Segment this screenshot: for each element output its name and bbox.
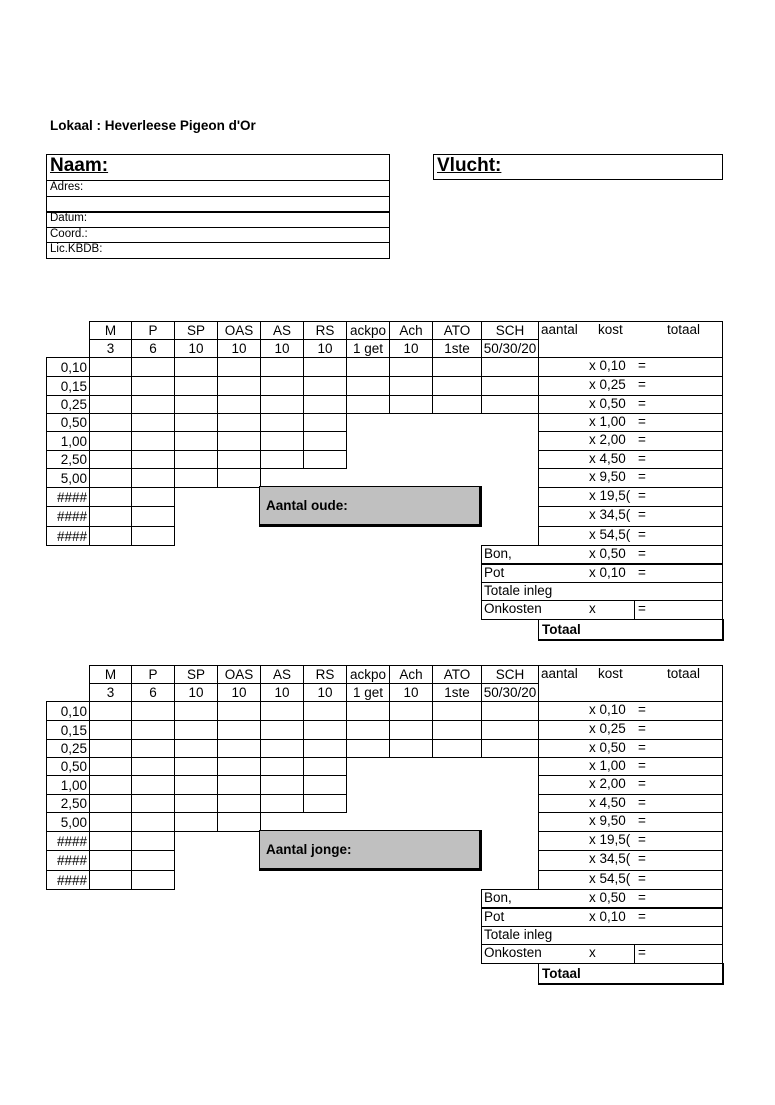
column-value: 10	[260, 683, 304, 702]
table-cell	[303, 720, 347, 740]
table-cell	[89, 413, 132, 432]
table-cell	[346, 701, 390, 721]
table-cell	[389, 701, 433, 721]
table-cell	[131, 720, 175, 740]
column-header: SCH	[481, 321, 539, 340]
table-cell	[481, 720, 539, 740]
kost-equals: =	[638, 851, 646, 866]
kost-value: x 1,00	[589, 414, 626, 429]
table-cell	[89, 450, 132, 469]
naam-label: Naam:	[50, 155, 109, 176]
column-header: AS	[260, 665, 304, 684]
kost-row	[538, 395, 723, 414]
kost-value: x 34,5(	[589, 851, 631, 866]
row-label: 1,00	[46, 431, 90, 451]
column-value: 10	[303, 683, 347, 702]
table-cell	[131, 739, 175, 758]
kost-value: x 1,00	[589, 758, 626, 773]
coord-label: Coord.:	[50, 228, 88, 240]
bon-kost: x 0,50	[589, 890, 626, 905]
table-cell	[131, 468, 175, 488]
aantal-box: Aantal jonge:	[259, 830, 482, 871]
table-cell	[217, 757, 261, 776]
table-cell	[89, 812, 132, 832]
table-cell	[389, 357, 433, 377]
table-cell	[131, 701, 175, 721]
kost-row	[538, 506, 723, 527]
table-cell	[217, 413, 261, 432]
table-cell	[432, 701, 482, 721]
kost-equals: =	[638, 721, 646, 736]
kost-equals: =	[638, 507, 646, 522]
kost-value: x 0,50	[589, 396, 626, 411]
table-cell	[432, 376, 482, 396]
table-cell	[89, 757, 132, 776]
column-value: 1 get	[346, 339, 390, 358]
kost-row	[538, 850, 723, 871]
totale-inleg-label: Totale inleg	[484, 927, 553, 942]
table-cell	[346, 395, 390, 414]
kost-value: x 0,10	[589, 702, 626, 717]
table-cell	[481, 395, 539, 414]
table-cell	[174, 701, 218, 721]
table-cell	[303, 431, 347, 451]
table-cell	[89, 701, 132, 721]
row-label: ####	[46, 870, 90, 890]
table-cell	[217, 775, 261, 795]
table-cell	[131, 757, 175, 776]
column-value: 10	[217, 339, 261, 358]
kost-value: x 34,5(	[589, 507, 631, 522]
table-cell	[89, 794, 132, 813]
pot-kost: x 0,10	[589, 909, 626, 924]
kost-row	[538, 526, 723, 546]
column-header: Ach	[389, 665, 433, 684]
table-cell	[131, 794, 175, 813]
table-cell	[131, 395, 175, 414]
table-cell	[89, 468, 132, 488]
column-value: 3	[89, 339, 132, 358]
table-cell	[389, 720, 433, 740]
table-cell	[131, 431, 175, 451]
table-cell	[131, 526, 175, 546]
kost-header: kost	[598, 322, 623, 337]
table-cell	[389, 395, 433, 414]
column-value: 50/30/20	[481, 683, 539, 702]
table-cell	[217, 450, 261, 469]
row-label: ####	[46, 850, 90, 871]
kost-equals: =	[638, 776, 646, 791]
kost-header: kost	[598, 666, 623, 681]
column-header: ATO	[432, 321, 482, 340]
table-cell	[174, 794, 218, 813]
kost-equals: =	[638, 488, 646, 503]
kost-equals: =	[638, 871, 646, 886]
row-label: 0,25	[46, 395, 90, 414]
table-cell	[346, 376, 390, 396]
kost-row	[538, 413, 723, 432]
table-cell	[89, 431, 132, 451]
table-cell	[481, 357, 539, 377]
kost-row	[538, 450, 723, 469]
table-cell	[432, 720, 482, 740]
row-label: 0,10	[46, 701, 90, 721]
kost-value: x 9,50	[589, 813, 626, 828]
aantal-header: aantal	[541, 666, 578, 681]
column-value: 10	[174, 339, 218, 358]
kost-row	[538, 870, 723, 890]
row-label: ####	[46, 487, 90, 507]
column-header: RS	[303, 321, 347, 340]
table-cell	[303, 775, 347, 795]
table-cell	[174, 775, 218, 795]
table-cell	[260, 739, 304, 758]
table-cell	[131, 831, 175, 851]
table-cell	[260, 357, 304, 377]
table-cell	[260, 701, 304, 721]
bon-kost: x 0,50	[589, 546, 626, 561]
kost-equals: =	[638, 469, 646, 484]
column-header: SP	[174, 321, 218, 340]
totaal-header: totaal	[667, 666, 701, 681]
vlucht-label: Vlucht:	[437, 155, 502, 176]
row-label: 0,50	[46, 757, 90, 776]
table-cell	[217, 395, 261, 414]
column-header: ackpo	[346, 321, 390, 340]
kost-row	[538, 376, 723, 396]
table-cell	[131, 376, 175, 396]
kost-value: x 9,50	[589, 469, 626, 484]
table-cell	[174, 413, 218, 432]
table-cell	[174, 357, 218, 377]
kost-equals: =	[638, 702, 646, 717]
table-cell	[346, 720, 390, 740]
table-cell	[217, 720, 261, 740]
table-cell	[131, 450, 175, 469]
column-value: 10	[217, 683, 261, 702]
table-cell	[131, 870, 175, 890]
kost-equals: =	[638, 432, 646, 447]
column-value: 6	[131, 339, 175, 358]
kost-equals: =	[638, 414, 646, 429]
column-header: Ach	[389, 321, 433, 340]
table-cell	[260, 431, 304, 451]
kost-value: x 0,25	[589, 377, 626, 392]
kost-value: x 0,10	[589, 358, 626, 373]
totaal-header: totaal	[667, 322, 701, 337]
pot-equals: =	[638, 909, 646, 924]
kost-value: x 0,50	[589, 740, 626, 755]
table-cell	[89, 870, 132, 890]
table-cell	[174, 376, 218, 396]
table-cell	[432, 739, 482, 758]
table-cell	[217, 701, 261, 721]
vlucht-box	[433, 154, 723, 180]
table-cell	[260, 413, 304, 432]
row-label: ####	[46, 831, 90, 851]
kost-row	[538, 720, 723, 740]
table-cell	[303, 794, 347, 813]
table-cell	[131, 357, 175, 377]
table-cell	[260, 376, 304, 396]
table-cell	[346, 739, 390, 758]
table-cell	[303, 395, 347, 414]
onkosten-x: x	[589, 945, 596, 960]
kost-row	[538, 739, 723, 758]
kost-value: x 54,5(	[589, 871, 631, 886]
row-label: 0,15	[46, 376, 90, 396]
kost-row	[538, 701, 723, 721]
column-value: 3	[89, 683, 132, 702]
column-value: 1 get	[346, 683, 390, 702]
kost-value: x 4,50	[589, 451, 626, 466]
totaal-box: Totaal	[538, 619, 724, 641]
table-cell	[481, 739, 539, 758]
table-cell	[260, 775, 304, 795]
onkosten-x: x	[589, 601, 596, 616]
table-cell	[260, 395, 304, 414]
totaal-box: Totaal	[538, 963, 724, 985]
table-cell	[89, 487, 132, 507]
column-value: 50/30/20	[481, 339, 539, 358]
bon-equals: =	[638, 890, 646, 905]
table-cell	[89, 850, 132, 871]
column-header: M	[89, 321, 132, 340]
column-header: RS	[303, 665, 347, 684]
table-cell	[303, 376, 347, 396]
table-cell	[217, 468, 261, 488]
column-header: OAS	[217, 321, 261, 340]
table-cell	[432, 395, 482, 414]
kost-row	[538, 831, 723, 851]
row-label: 1,00	[46, 775, 90, 795]
row-label: 2,50	[46, 794, 90, 813]
column-header: SP	[174, 665, 218, 684]
aantal-box: Aantal oude:	[259, 486, 482, 527]
kost-equals: =	[638, 451, 646, 466]
kost-row	[538, 487, 723, 507]
table-cell	[174, 450, 218, 469]
column-header: P	[131, 321, 175, 340]
pot-label: Pot	[484, 565, 505, 580]
column-header: P	[131, 665, 175, 684]
table-cell	[174, 431, 218, 451]
onkosten-equals: =	[638, 945, 646, 960]
kost-row	[538, 468, 723, 488]
kost-row	[538, 812, 723, 832]
table-cell	[131, 506, 175, 527]
row-label: 0,25	[46, 739, 90, 758]
table-cell	[174, 812, 218, 832]
table-cell	[131, 413, 175, 432]
table-cell	[174, 468, 218, 488]
table-cell	[131, 850, 175, 871]
column-header: SCH	[481, 665, 539, 684]
table-cell	[131, 487, 175, 507]
table-cell	[217, 794, 261, 813]
kost-value: x 4,50	[589, 795, 626, 810]
aantal-header: aantal	[541, 322, 578, 337]
table-cell	[217, 376, 261, 396]
table-cell	[346, 357, 390, 377]
kost-value: x 0,25	[589, 721, 626, 736]
column-value: 10	[303, 339, 347, 358]
naam-box	[46, 154, 390, 259]
row-label: ####	[46, 506, 90, 527]
column-header: OAS	[217, 665, 261, 684]
adres-label: Adres:	[50, 181, 84, 193]
lokaal-title: Lokaal : Heverleese Pigeon d'Or	[50, 118, 256, 133]
row-label: 5,00	[46, 812, 90, 832]
table-cell	[131, 775, 175, 795]
kost-equals: =	[638, 758, 646, 773]
table-cell	[303, 450, 347, 469]
onkosten-divider	[634, 944, 635, 964]
table-cell	[217, 739, 261, 758]
column-value: 10	[260, 339, 304, 358]
table-cell	[89, 739, 132, 758]
table-cell	[89, 395, 132, 414]
table-cell	[260, 450, 304, 469]
column-value: 1ste	[432, 683, 482, 702]
table-cell	[260, 720, 304, 740]
column-value: 10	[389, 683, 433, 702]
kost-value: x 2,00	[589, 432, 626, 447]
table-cell	[89, 831, 132, 851]
datum-label: Datum:	[50, 212, 88, 224]
onkosten-label: Onkosten	[484, 601, 542, 616]
row-label: 5,00	[46, 468, 90, 488]
kost-equals: =	[638, 740, 646, 755]
pot-equals: =	[638, 565, 646, 580]
kost-equals: =	[638, 832, 646, 847]
row-label: 2,50	[46, 450, 90, 469]
column-header: M	[89, 665, 132, 684]
table-cell	[174, 739, 218, 758]
table-cell	[217, 431, 261, 451]
table-cell	[89, 526, 132, 546]
table-cell	[303, 701, 347, 721]
kost-equals: =	[638, 377, 646, 392]
column-header: AS	[260, 321, 304, 340]
bon-label: Bon,	[484, 890, 512, 905]
table-cell	[303, 357, 347, 377]
kost-equals: =	[638, 358, 646, 373]
kost-value: x 54,5(	[589, 527, 631, 542]
column-value: 10	[389, 339, 433, 358]
table-cell	[217, 357, 261, 377]
column-value: 6	[131, 683, 175, 702]
kost-equals: =	[638, 527, 646, 542]
row-label: 0,50	[46, 413, 90, 432]
kost-value: x 19,5(	[589, 832, 631, 847]
table-cell	[481, 376, 539, 396]
kost-equals: =	[638, 795, 646, 810]
table-cell	[89, 376, 132, 396]
column-value: 1ste	[432, 339, 482, 358]
table-cell	[432, 357, 482, 377]
pot-label: Pot	[484, 909, 505, 924]
kost-row	[538, 431, 723, 451]
table-cell	[260, 757, 304, 776]
table-cell	[89, 720, 132, 740]
bon-equals: =	[638, 546, 646, 561]
row-label: 0,15	[46, 720, 90, 740]
kost-row	[538, 757, 723, 776]
kost-equals: =	[638, 396, 646, 411]
table-cell	[303, 413, 347, 432]
onkosten-label: Onkosten	[484, 945, 542, 960]
table-cell	[174, 757, 218, 776]
row-label: ####	[46, 526, 90, 546]
table-cell	[389, 739, 433, 758]
pot-kost: x 0,10	[589, 565, 626, 580]
kost-row	[538, 775, 723, 795]
row-label: 0,10	[46, 357, 90, 377]
kost-value: x 19,5(	[589, 488, 631, 503]
onkosten-divider	[634, 600, 635, 620]
kost-row	[538, 794, 723, 813]
column-header: ackpo	[346, 665, 390, 684]
table-cell	[260, 794, 304, 813]
table-cell	[89, 775, 132, 795]
totale-inleg-label: Totale inleg	[484, 583, 553, 598]
table-cell	[303, 739, 347, 758]
table-cell	[174, 720, 218, 740]
kost-row	[538, 357, 723, 377]
table-cell	[131, 812, 175, 832]
table-cell	[89, 506, 132, 527]
table-cell	[303, 757, 347, 776]
column-value: 10	[174, 683, 218, 702]
kost-value: x 2,00	[589, 776, 626, 791]
lic-kbdb-label: Lic.KBDB:	[50, 243, 103, 255]
table-cell	[174, 395, 218, 414]
kost-equals: =	[638, 813, 646, 828]
table-cell	[89, 357, 132, 377]
table-cell	[389, 376, 433, 396]
table-cell	[481, 701, 539, 721]
table-cell	[217, 812, 261, 832]
onkosten-equals: =	[638, 601, 646, 616]
bon-label: Bon,	[484, 546, 512, 561]
column-header: ATO	[432, 665, 482, 684]
